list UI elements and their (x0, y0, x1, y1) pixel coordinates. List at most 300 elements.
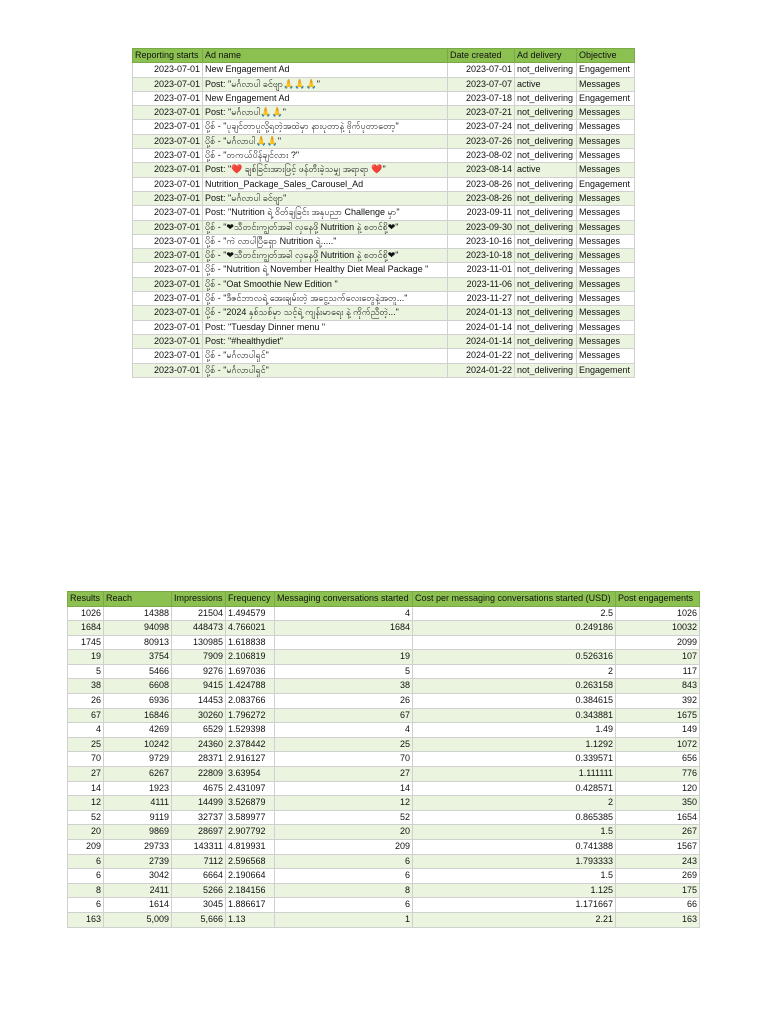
cell-results: 25 (68, 737, 104, 752)
table-row (133, 349, 635, 363)
header-cost-per-conversation: Cost per messaging conversations started (USD) (413, 592, 616, 607)
cell-reach: 94098 (104, 621, 172, 636)
table-row (68, 650, 700, 665)
cell-post-engagements: 1654 (616, 810, 700, 825)
cell-post-engagements: 843 (616, 679, 700, 694)
cell-results: 6 (68, 898, 104, 913)
cell-impressions: 130985 (172, 635, 226, 650)
cell-frequency: 2.083766 (226, 694, 275, 709)
cell-reach: 9869 (104, 825, 172, 840)
table-row (68, 752, 700, 767)
cell-impressions: 14453 (172, 694, 226, 709)
cell-messaging-conversations: 25 (275, 737, 413, 752)
cell-objective: Messages (577, 334, 635, 348)
cell-post-engagements: 350 (616, 796, 700, 811)
cell-date-created: 2023-08-14 (448, 163, 515, 177)
cell-frequency: 3.526879 (226, 796, 275, 811)
cell-objective: Messages (577, 134, 635, 148)
cell-date-created: 2024-01-22 (448, 349, 515, 363)
table-row (133, 220, 635, 234)
table-row (68, 621, 700, 636)
table-row (68, 767, 700, 782)
cell-ad-name: ပို့စ် - "မင်္ဂလာပါ🙏🙏" (203, 134, 448, 148)
table-row (68, 883, 700, 898)
cell-messaging-conversations: 12 (275, 796, 413, 811)
cell-frequency: 1.618838 (226, 635, 275, 650)
cell-messaging-conversations: 6 (275, 898, 413, 913)
cell-date-created: 2023-07-01 (448, 63, 515, 77)
cell-post-engagements: 269 (616, 869, 700, 884)
cell-messaging-conversations: 209 (275, 840, 413, 855)
cell-cost-per-conversation: 0.339571 (413, 752, 616, 767)
cell-ad-delivery: not_delivering (515, 349, 577, 363)
cell-reporting-starts: 2023-07-01 (133, 63, 203, 77)
cell-reach: 16846 (104, 708, 172, 723)
table-row (68, 810, 700, 825)
cell-ad-delivery: not_delivering (515, 292, 577, 306)
cell-ad-name: Post: "မင်္ဂလာပါ ခင်ဗျာ🙏🙏🙏" (203, 77, 448, 91)
cell-ad-name: Post: "❤️ ချစ်ခြင်းအားဖြင့် ဖန်တီးခဲ့သမျှ အရာရာ ❤️" (203, 163, 448, 177)
cell-post-engagements: 776 (616, 767, 700, 782)
cell-frequency: 2.378442 (226, 737, 275, 752)
cell-objective: Messages (577, 163, 635, 177)
header-ad-name: Ad name (203, 49, 448, 63)
cell-results: 27 (68, 767, 104, 782)
table-row (133, 306, 635, 320)
cell-date-created: 2023-10-16 (448, 234, 515, 248)
cell-reach: 6936 (104, 694, 172, 709)
table-row (68, 825, 700, 840)
cell-ad-name: ပို့စ် - "ပုချင်တာပူလို့ရတဲ့အထဲမှာ နားပုတာနဲ့ ဗိုက်ပုတာတော့" (203, 120, 448, 134)
cell-cost-per-conversation: 0.263158 (413, 679, 616, 694)
cell-results: 67 (68, 708, 104, 723)
table-row (133, 234, 635, 248)
cell-frequency: 4.819931 (226, 840, 275, 855)
cell-cost-per-conversation: 1.111111 (413, 767, 616, 782)
cell-messaging-conversations: 14 (275, 781, 413, 796)
cell-results: 6 (68, 854, 104, 869)
cell-cost-per-conversation: 1.49 (413, 723, 616, 738)
cell-date-created: 2023-11-06 (448, 277, 515, 291)
cell-ad-name: Post: "မင်္ဂလာပါ🙏🙏" (203, 106, 448, 120)
cell-reach: 6608 (104, 679, 172, 694)
cell-messaging-conversations: 4 (275, 606, 413, 621)
cell-date-created: 2023-07-24 (448, 120, 515, 134)
header-date-created: Date created (448, 49, 515, 63)
table-row (133, 163, 635, 177)
cell-reach: 6267 (104, 767, 172, 782)
cell-impressions: 6529 (172, 723, 226, 738)
cell-reporting-starts: 2023-07-01 (133, 363, 203, 377)
cell-impressions: 6664 (172, 869, 226, 884)
header-impressions: Impressions (172, 592, 226, 607)
cell-results: 52 (68, 810, 104, 825)
cell-ad-name: Post: "Tuesday Dinner menu " (203, 320, 448, 334)
cell-messaging-conversations: 26 (275, 694, 413, 709)
cell-ad-name: Post: "မင်္ဂလာပါ ခင်ဗျာ" (203, 191, 448, 205)
cell-frequency: 2.431097 (226, 781, 275, 796)
cell-frequency: 1.494579 (226, 606, 275, 621)
cell-ad-name: Post: "Nutrition ရဲ့ ဝိတ်ချခြင်း အနုပညာ Challenge မှာ" (203, 206, 448, 220)
cell-ad-delivery: not_delivering (515, 206, 577, 220)
cell-reporting-starts: 2023-07-01 (133, 77, 203, 91)
cell-impressions: 14499 (172, 796, 226, 811)
cell-ad-name: Post: "#healthydiet" (203, 334, 448, 348)
cell-impressions: 5266 (172, 883, 226, 898)
table-row (133, 320, 635, 334)
cell-impressions: 24360 (172, 737, 226, 752)
cell-reach: 3754 (104, 650, 172, 665)
table-row (133, 91, 635, 105)
cell-objective: Messages (577, 191, 635, 205)
cell-messaging-conversations: 19 (275, 650, 413, 665)
cell-objective: Messages (577, 349, 635, 363)
metrics-table-header-row (68, 592, 700, 607)
cell-frequency: 1.796272 (226, 708, 275, 723)
cell-cost-per-conversation: 0.249186 (413, 621, 616, 636)
cell-frequency: 1.529398 (226, 723, 275, 738)
table-row (68, 635, 700, 650)
cell-date-created: 2023-07-07 (448, 77, 515, 91)
cell-ad-delivery: not_delivering (515, 106, 577, 120)
cell-date-created: 2023-07-26 (448, 134, 515, 148)
cell-ad-delivery: not_delivering (515, 363, 577, 377)
cell-frequency: 3.63954 (226, 767, 275, 782)
cell-post-engagements: 267 (616, 825, 700, 840)
cell-ad-name: ပို့စ် - "ကဲ လာပါပြီရှော Nutrition ရဲ့....." (203, 234, 448, 248)
metrics-table (67, 591, 700, 928)
cell-impressions: 32737 (172, 810, 226, 825)
cell-objective: Messages (577, 277, 635, 291)
cell-frequency: 2.106819 (226, 650, 275, 665)
cell-reporting-starts: 2023-07-01 (133, 149, 203, 163)
cell-results: 1745 (68, 635, 104, 650)
cell-post-engagements: 1675 (616, 708, 700, 723)
cell-cost-per-conversation: 1.1292 (413, 737, 616, 752)
cell-reach: 1614 (104, 898, 172, 913)
cell-date-created: 2024-01-13 (448, 306, 515, 320)
cell-post-engagements: 392 (616, 694, 700, 709)
cell-objective: Engagement (577, 363, 635, 377)
cell-reach: 5466 (104, 664, 172, 679)
cell-impressions: 21504 (172, 606, 226, 621)
table-row (133, 149, 635, 163)
cell-objective: Messages (577, 120, 635, 134)
cell-cost-per-conversation: 1.171667 (413, 898, 616, 913)
cell-post-engagements: 10032 (616, 621, 700, 636)
cell-reporting-starts: 2023-07-01 (133, 263, 203, 277)
cell-cost-per-conversation: 0.428571 (413, 781, 616, 796)
cell-reach: 2739 (104, 854, 172, 869)
cell-results: 209 (68, 840, 104, 855)
cell-reporting-starts: 2023-07-01 (133, 163, 203, 177)
cell-cost-per-conversation: 2 (413, 664, 616, 679)
cell-ad-name: New Engagement Ad (203, 91, 448, 105)
cell-cost-per-conversation: 2.5 (413, 606, 616, 621)
cell-impressions: 5,666 (172, 912, 226, 927)
cell-cost-per-conversation: 0.526316 (413, 650, 616, 665)
table-row (133, 292, 635, 306)
cell-post-engagements: 175 (616, 883, 700, 898)
cell-ad-name: ပို့စ် - "မင်္ဂလာပါရှင်" (203, 349, 448, 363)
cell-frequency: 2.596568 (226, 854, 275, 869)
cell-reporting-starts: 2023-07-01 (133, 91, 203, 105)
table-row (68, 723, 700, 738)
cell-post-engagements: 120 (616, 781, 700, 796)
cell-results: 14 (68, 781, 104, 796)
cell-results: 70 (68, 752, 104, 767)
cell-reporting-starts: 2023-07-01 (133, 320, 203, 334)
cell-objective: Messages (577, 106, 635, 120)
cell-frequency: 3.589977 (226, 810, 275, 825)
table-row (68, 737, 700, 752)
cell-reach: 5,009 (104, 912, 172, 927)
cell-reporting-starts: 2023-07-01 (133, 292, 203, 306)
cell-post-engagements: 163 (616, 912, 700, 927)
cell-cost-per-conversation: 2 (413, 796, 616, 811)
header-reporting-starts: Reporting starts (133, 49, 203, 63)
cell-ad-delivery: not_delivering (515, 263, 577, 277)
cell-date-created: 2023-10-18 (448, 249, 515, 263)
table-row (133, 77, 635, 91)
cell-frequency: 1.886617 (226, 898, 275, 913)
cell-objective: Engagement (577, 91, 635, 105)
cell-cost-per-conversation: 0.343881 (413, 708, 616, 723)
cell-messaging-conversations: 5 (275, 664, 413, 679)
cell-ad-delivery: not_delivering (515, 249, 577, 263)
table-row (133, 249, 635, 263)
cell-cost-per-conversation (413, 635, 616, 650)
table-row (68, 840, 700, 855)
table-row (68, 854, 700, 869)
cell-impressions: 143311 (172, 840, 226, 855)
cell-cost-per-conversation: 0.384615 (413, 694, 616, 709)
cell-reporting-starts: 2023-07-01 (133, 177, 203, 191)
cell-messaging-conversations: 27 (275, 767, 413, 782)
cell-impressions: 448473 (172, 621, 226, 636)
cell-ad-delivery: not_delivering (515, 63, 577, 77)
cell-impressions: 7909 (172, 650, 226, 665)
cell-objective: Messages (577, 77, 635, 91)
header-objective: Objective (577, 49, 635, 63)
cell-cost-per-conversation: 1.125 (413, 883, 616, 898)
cell-cost-per-conversation: 1.5 (413, 869, 616, 884)
cell-objective: Messages (577, 234, 635, 248)
cell-ad-delivery: not_delivering (515, 91, 577, 105)
cell-date-created: 2023-08-26 (448, 191, 515, 205)
cell-ad-name: ပို့စ် - "Nutrition ရဲ့ November Healthy Diet Meal Package " (203, 263, 448, 277)
cell-ad-delivery: not_delivering (515, 177, 577, 191)
cell-ad-delivery: active (515, 77, 577, 91)
table-row (68, 869, 700, 884)
table-row (133, 263, 635, 277)
cell-date-created: 2023-11-27 (448, 292, 515, 306)
cell-results: 6 (68, 869, 104, 884)
cell-frequency: 2.190664 (226, 869, 275, 884)
cell-reporting-starts: 2023-07-01 (133, 349, 203, 363)
table-row (133, 334, 635, 348)
cell-results: 20 (68, 825, 104, 840)
table-row (133, 63, 635, 77)
header-results: Results (68, 592, 104, 607)
cell-impressions: 7112 (172, 854, 226, 869)
cell-reporting-starts: 2023-07-01 (133, 220, 203, 234)
cell-messaging-conversations: 1684 (275, 621, 413, 636)
cell-ad-name: ပို့စ် - "တကယ်ပိန်ချင်လား ?" (203, 149, 448, 163)
ads-table-header-row (133, 49, 635, 63)
cell-ad-delivery: not_delivering (515, 334, 577, 348)
cell-cost-per-conversation: 2.21 (413, 912, 616, 927)
cell-objective: Engagement (577, 63, 635, 77)
table-row (133, 277, 635, 291)
cell-messaging-conversations: 38 (275, 679, 413, 694)
cell-reporting-starts: 2023-07-01 (133, 120, 203, 134)
cell-results: 26 (68, 694, 104, 709)
cell-objective: Messages (577, 292, 635, 306)
cell-objective: Messages (577, 149, 635, 163)
table-row (133, 120, 635, 134)
cell-messaging-conversations: 8 (275, 883, 413, 898)
table-row (68, 781, 700, 796)
cell-objective: Messages (577, 206, 635, 220)
cell-reach: 29733 (104, 840, 172, 855)
cell-ad-delivery: not_delivering (515, 277, 577, 291)
table-row (68, 664, 700, 679)
cell-post-engagements: 1026 (616, 606, 700, 621)
cell-impressions: 9415 (172, 679, 226, 694)
header-messaging-conversations: Messaging conversations started (275, 592, 413, 607)
cell-reporting-starts: 2023-07-01 (133, 106, 203, 120)
cell-results: 19 (68, 650, 104, 665)
table-row (133, 177, 635, 191)
cell-frequency: 2.916127 (226, 752, 275, 767)
cell-ad-name: Nutrition_Package_Sales_Carousel_Ad (203, 177, 448, 191)
table-row (68, 694, 700, 709)
cell-reach: 4269 (104, 723, 172, 738)
cell-cost-per-conversation: 0.741388 (413, 840, 616, 855)
cell-results: 4 (68, 723, 104, 738)
table-row (133, 363, 635, 377)
cell-ad-delivery: not_delivering (515, 149, 577, 163)
table-row (68, 898, 700, 913)
cell-reach: 10242 (104, 737, 172, 752)
header-post-engagements: Post engagements (616, 592, 700, 607)
cell-reach: 4111 (104, 796, 172, 811)
cell-messaging-conversations: 6 (275, 854, 413, 869)
cell-post-engagements: 1072 (616, 737, 700, 752)
cell-reporting-starts: 2023-07-01 (133, 249, 203, 263)
cell-cost-per-conversation: 1.5 (413, 825, 616, 840)
cell-post-engagements: 656 (616, 752, 700, 767)
cell-objective: Messages (577, 320, 635, 334)
cell-ad-name: ပို့စ် - "Oat Smoothie New Edition " (203, 277, 448, 291)
cell-date-created: 2023-07-18 (448, 91, 515, 105)
cell-date-created: 2024-01-22 (448, 363, 515, 377)
cell-results: 163 (68, 912, 104, 927)
header-reach: Reach (104, 592, 172, 607)
cell-objective: Engagement (577, 177, 635, 191)
cell-ad-delivery: not_delivering (515, 234, 577, 248)
cell-ad-delivery: not_delivering (515, 306, 577, 320)
cell-frequency: 1.424788 (226, 679, 275, 694)
cell-objective: Messages (577, 220, 635, 234)
cell-date-created: 2023-07-21 (448, 106, 515, 120)
header-ad-delivery: Ad delivery (515, 49, 577, 63)
cell-date-created: 2024-01-14 (448, 334, 515, 348)
cell-impressions: 28697 (172, 825, 226, 840)
cell-frequency: 1.13 (226, 912, 275, 927)
cell-ad-delivery: not_delivering (515, 320, 577, 334)
cell-objective: Messages (577, 263, 635, 277)
cell-impressions: 3045 (172, 898, 226, 913)
cell-reporting-starts: 2023-07-01 (133, 206, 203, 220)
cell-ad-delivery: not_delivering (515, 134, 577, 148)
table-row (68, 679, 700, 694)
ads-table (132, 48, 635, 378)
cell-reporting-starts: 2023-07-01 (133, 191, 203, 205)
cell-reach: 1923 (104, 781, 172, 796)
cell-date-created: 2023-08-26 (448, 177, 515, 191)
cell-post-engagements: 117 (616, 664, 700, 679)
table-row (68, 796, 700, 811)
cell-post-engagements: 243 (616, 854, 700, 869)
cell-post-engagements: 2099 (616, 635, 700, 650)
cell-reach: 9729 (104, 752, 172, 767)
cell-results: 1684 (68, 621, 104, 636)
cell-messaging-conversations: 4 (275, 723, 413, 738)
table-row (133, 134, 635, 148)
cell-ad-delivery: not_delivering (515, 120, 577, 134)
cell-messaging-conversations: 1 (275, 912, 413, 927)
cell-ad-name: ပို့စ် - "❤သီတင်းကျွတ်အခါ လှနေဖို့ Nutrition နဲ့ စတင်စို့❤" (203, 220, 448, 234)
cell-results: 1026 (68, 606, 104, 621)
cell-reach: 80913 (104, 635, 172, 650)
cell-post-engagements: 66 (616, 898, 700, 913)
table-row (68, 708, 700, 723)
cell-frequency: 1.697036 (226, 664, 275, 679)
cell-ad-name: New Engagement Ad (203, 63, 448, 77)
cell-impressions: 9276 (172, 664, 226, 679)
cell-reporting-starts: 2023-07-01 (133, 277, 203, 291)
cell-date-created: 2023-09-11 (448, 206, 515, 220)
table-row (68, 912, 700, 927)
cell-results: 12 (68, 796, 104, 811)
cell-reporting-starts: 2023-07-01 (133, 306, 203, 320)
cell-ad-delivery: not_delivering (515, 191, 577, 205)
cell-messaging-conversations: 6 (275, 869, 413, 884)
cell-date-created: 2024-01-14 (448, 320, 515, 334)
cell-date-created: 2023-11-01 (448, 263, 515, 277)
cell-objective: Messages (577, 306, 635, 320)
cell-messaging-conversations: 52 (275, 810, 413, 825)
cell-date-created: 2023-09-30 (448, 220, 515, 234)
cell-impressions: 28371 (172, 752, 226, 767)
cell-ad-name: ပို့စ် - "2024 နှစ်သစ်မှာ သင့်ရဲ့ ကျန်းမာရေး နဲ့ ကိုက်ညီတဲ့..." (203, 306, 448, 320)
cell-ad-name: ပို့စ် - "ဒီဇင်ဘာလရဲ့ အေးချမ်းတဲ့ အငွေ့သက်လေးတွေနဲ့အတူ..." (203, 292, 448, 306)
table-row (133, 191, 635, 205)
cell-results: 8 (68, 883, 104, 898)
cell-impressions: 30260 (172, 708, 226, 723)
cell-post-engagements: 1567 (616, 840, 700, 855)
cell-date-created: 2023-08-02 (448, 149, 515, 163)
table-row (133, 106, 635, 120)
cell-impressions: 22809 (172, 767, 226, 782)
cell-results: 5 (68, 664, 104, 679)
cell-ad-name: ပို့စ် - "❤သီတင်းကျွတ်အခါ လှနေဖို့ Nutrition နဲ့ စတင်စို့❤" (203, 249, 448, 263)
cell-reach: 3042 (104, 869, 172, 884)
cell-reach: 9119 (104, 810, 172, 825)
cell-results: 38 (68, 679, 104, 694)
